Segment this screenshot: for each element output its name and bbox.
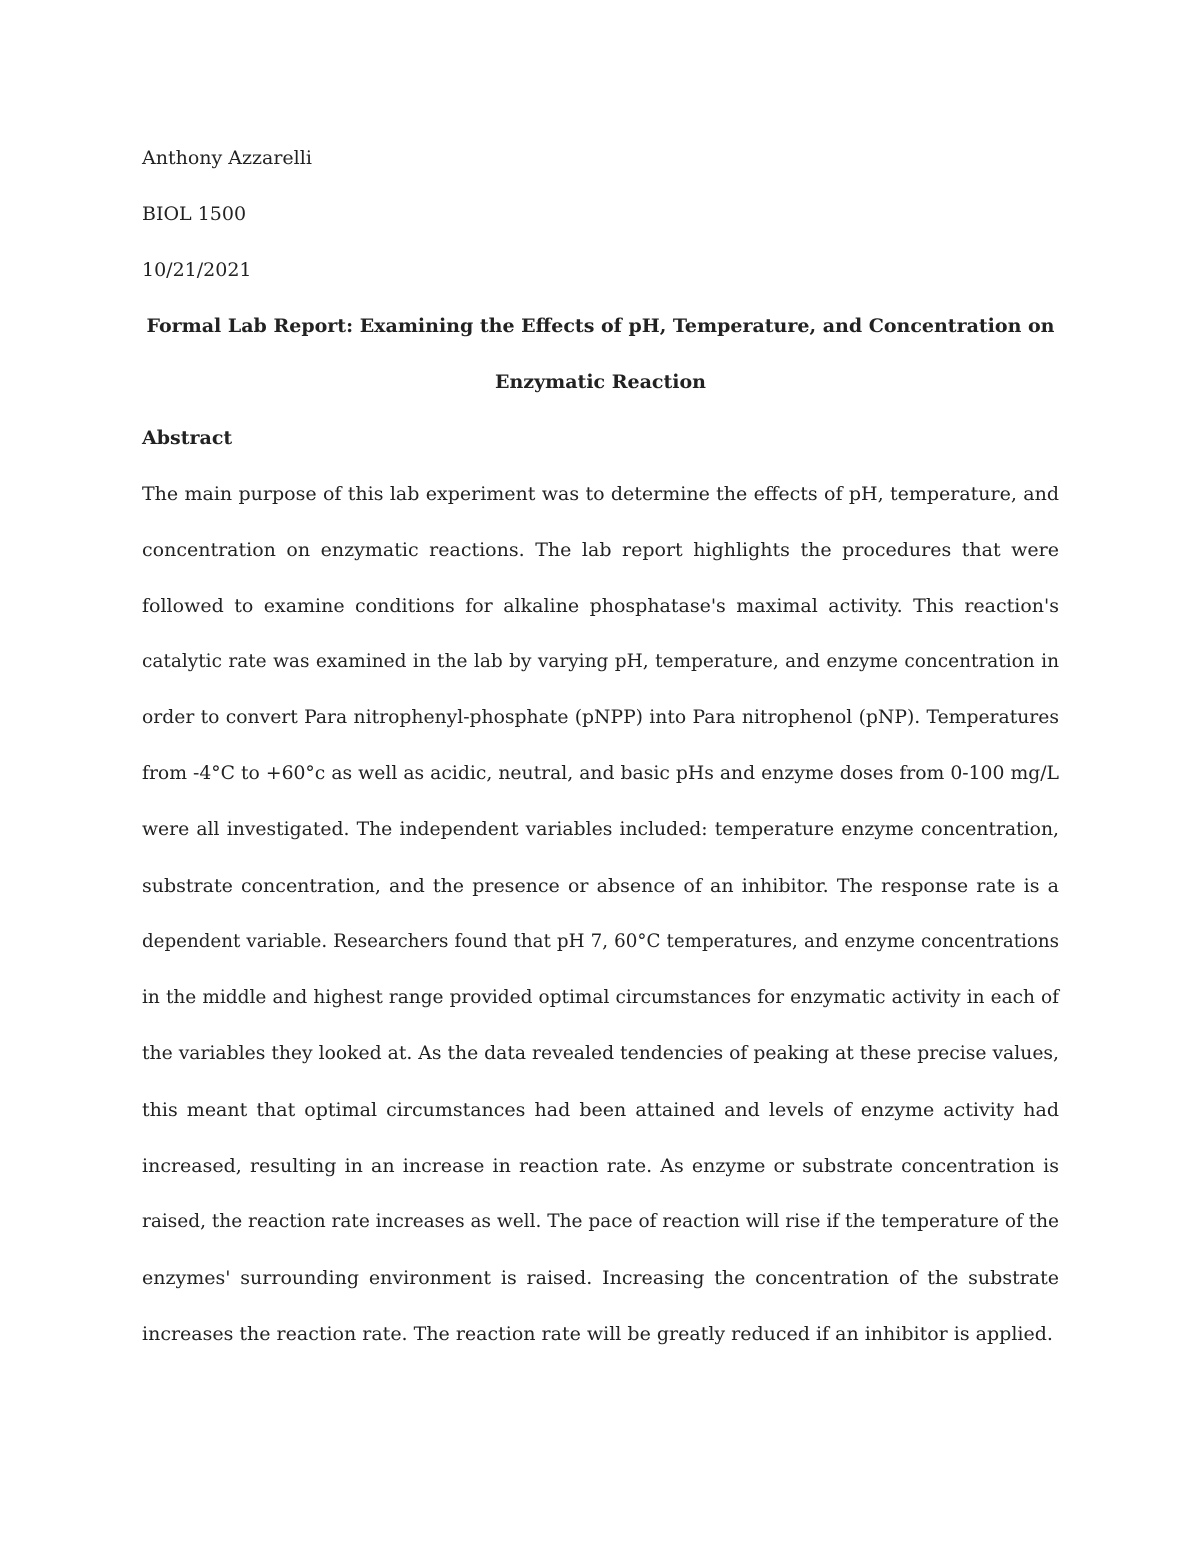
abstract-line: concentration on enzymatic reactions. The lab report highlights the procedures that were bbox=[142, 539, 1059, 561]
course-code: BIOL 1500 bbox=[142, 203, 247, 225]
abstract-line: The main purpose of this lab experiment was to determine the effects of pH, temperature, and bbox=[142, 483, 1059, 505]
abstract-line: the variables they looked at. As the data revealed tendencies of peaking at these precise values, bbox=[142, 1043, 1059, 1064]
abstract-line: in the middle and highest range provided optimal circumstances for enzymatic activity in each of bbox=[142, 987, 1059, 1008]
abstract-line: were all investigated. The independent variables included: temperature enzyme concentration, bbox=[142, 819, 1059, 840]
abstract-line: followed to examine conditions for alkaline phosphatase's maximal activity. This reaction's bbox=[142, 595, 1059, 617]
abstract-body bbox=[142, 466, 1059, 1362]
abstract-line: from -4°C to +60°c as well as acidic, neutral, and basic pHs and enzyme doses from 0-100 mg/L bbox=[142, 763, 1059, 784]
abstract-line: dependent variable. Researchers found that pH 7, 60°C temperatures, and enzyme concentrations bbox=[142, 931, 1059, 952]
abstract-line: this meant that optimal circumstances had been attained and levels of enzyme activity had bbox=[142, 1099, 1059, 1121]
abstract-heading: Abstract bbox=[142, 427, 233, 449]
abstract-line: enzymes' surrounding environment is raised. Increasing the concentration of the substrate bbox=[142, 1267, 1059, 1289]
document-page bbox=[142, 130, 1059, 1362]
abstract-line: increases the reaction rate. The reaction rate will be greatly reduced if an inhibitor is applied. bbox=[142, 1323, 1053, 1345]
abstract-line: substrate concentration, and the presence or absence of an inhibitor. The response rate is a bbox=[142, 875, 1059, 897]
report-title-line-1: Formal Lab Report: Examining the Effects of pH, Temperature, and Concentration on bbox=[146, 315, 1055, 337]
abstract-line: order to convert Para nitrophenyl-phosphate (pNPP) into Para nitrophenol (pNP). Temperatures bbox=[142, 707, 1059, 728]
abstract-line: increased, resulting in an increase in reaction rate. As enzyme or substrate concentration is bbox=[142, 1155, 1059, 1177]
author-name: Anthony Azzarelli bbox=[142, 147, 312, 169]
report-date: 10/21/2021 bbox=[142, 259, 252, 281]
abstract-line: catalytic rate was examined in the lab by varying pH, temperature, and enzyme concentration in bbox=[142, 651, 1059, 672]
report-title-line-2: Enzymatic Reaction bbox=[495, 371, 706, 393]
abstract-line: raised, the reaction rate increases as well. The pace of reaction will rise if the temperature of the bbox=[142, 1211, 1059, 1232]
